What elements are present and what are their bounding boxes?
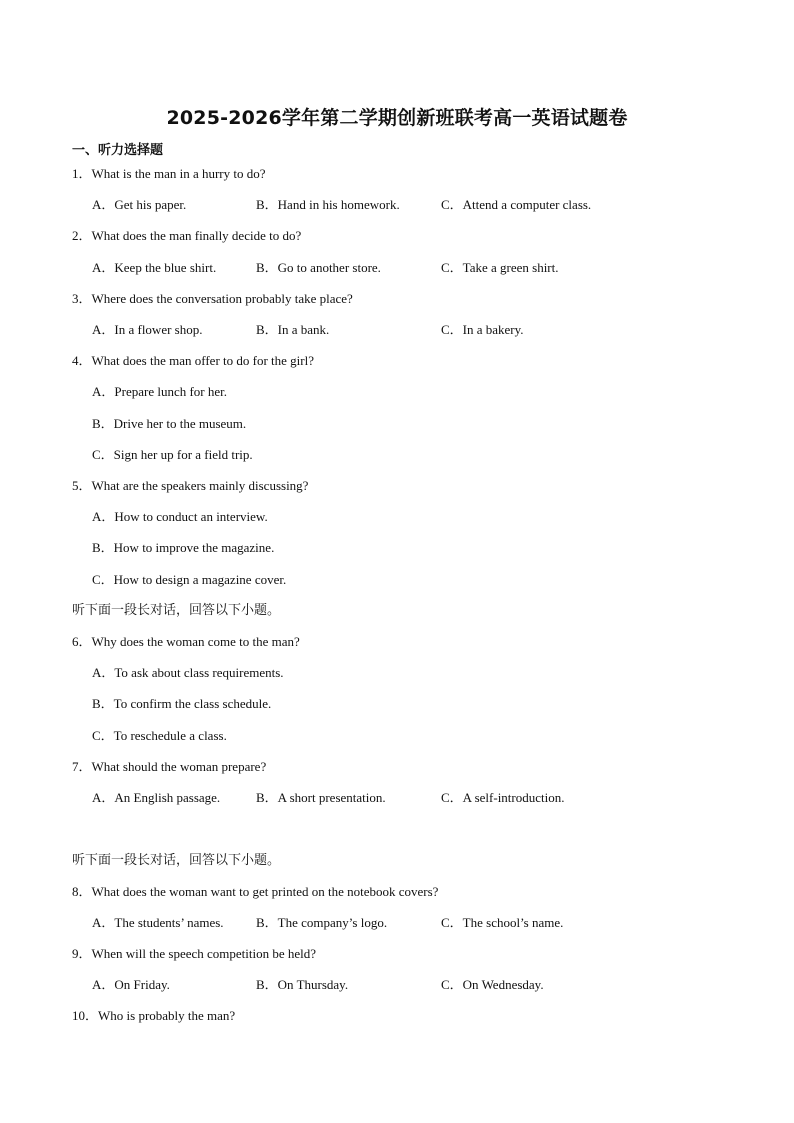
option-3c: C．In a bakery. (441, 322, 524, 337)
question-3: 3．Where does the conversation probably take place? (72, 291, 353, 306)
option-8b: B．The company’s logo. (256, 915, 388, 930)
option-1a: A．Get his paper. (92, 197, 187, 212)
question-10: 10．Who is probably the man? (72, 1008, 236, 1023)
option-8c: C．The school’s name. (441, 915, 564, 930)
option-5c: C．How to design a magazine cover. (92, 572, 287, 587)
option-3a: A．In a flower shop. (92, 322, 203, 337)
option-8a: A．The students’ names. (92, 915, 224, 930)
exam-title: 2025-2026学年第二学期创新班联考高一英语试题卷 (166, 107, 628, 129)
option-5b: B．How to improve the magazine. (92, 540, 275, 555)
option-2c: C．Take a green shirt. (441, 260, 559, 275)
option-7b: B．A short presentation. (256, 790, 386, 805)
instruction-note-2: 听下面一段长对话，回答以下小题。 (72, 853, 281, 868)
question-5: 5．What are the speakers mainly discussing? (72, 478, 309, 493)
question-8: 8．What does the woman want to get printed on the notebook covers? (72, 884, 439, 899)
section-heading: 一、听力选择题 (72, 143, 164, 158)
question-9: 9．When will the speech competition be held? (72, 946, 317, 961)
option-9c: C．On Wednesday. (441, 977, 544, 992)
question-1: 1．What is the man in a hurry to do? (72, 166, 266, 181)
question-6: 6．Why does the woman come to the man? (72, 634, 300, 649)
option-1b: B．Hand in his homework. (256, 197, 400, 212)
option-4a: A．Prepare lunch for her. (92, 384, 228, 399)
option-3b: B．In a bank. (256, 322, 330, 337)
option-6a: A．To ask about class requirements. (92, 665, 284, 680)
option-5a: A．How to conduct an interview. (92, 509, 268, 524)
option-4c: C．Sign her up for a field trip. (92, 447, 253, 462)
option-9a: A．On Friday. (92, 977, 170, 992)
option-4b: B．Drive her to the museum. (92, 416, 247, 431)
question-4: 4．What does the man offer to do for the girl? (72, 353, 314, 368)
question-7: 7．What should the woman prepare? (72, 759, 267, 774)
option-6c: C．To reschedule a class. (92, 728, 227, 743)
instruction-note-1: 听下面一段长对话，回答以下小题。 (72, 603, 281, 618)
option-7a: A．An English passage. (92, 790, 221, 805)
option-1c: C．Attend a computer class. (441, 197, 592, 212)
option-2a: A．Keep the blue shirt. (92, 260, 217, 275)
option-7c: C．A self-introduction. (441, 790, 565, 805)
option-2b: B．Go to another store. (256, 260, 381, 275)
question-2: 2．What does the man finally decide to do? (72, 228, 302, 243)
option-6b: B．To confirm the class schedule. (92, 696, 272, 711)
option-9b: B．On Thursday. (256, 977, 349, 992)
